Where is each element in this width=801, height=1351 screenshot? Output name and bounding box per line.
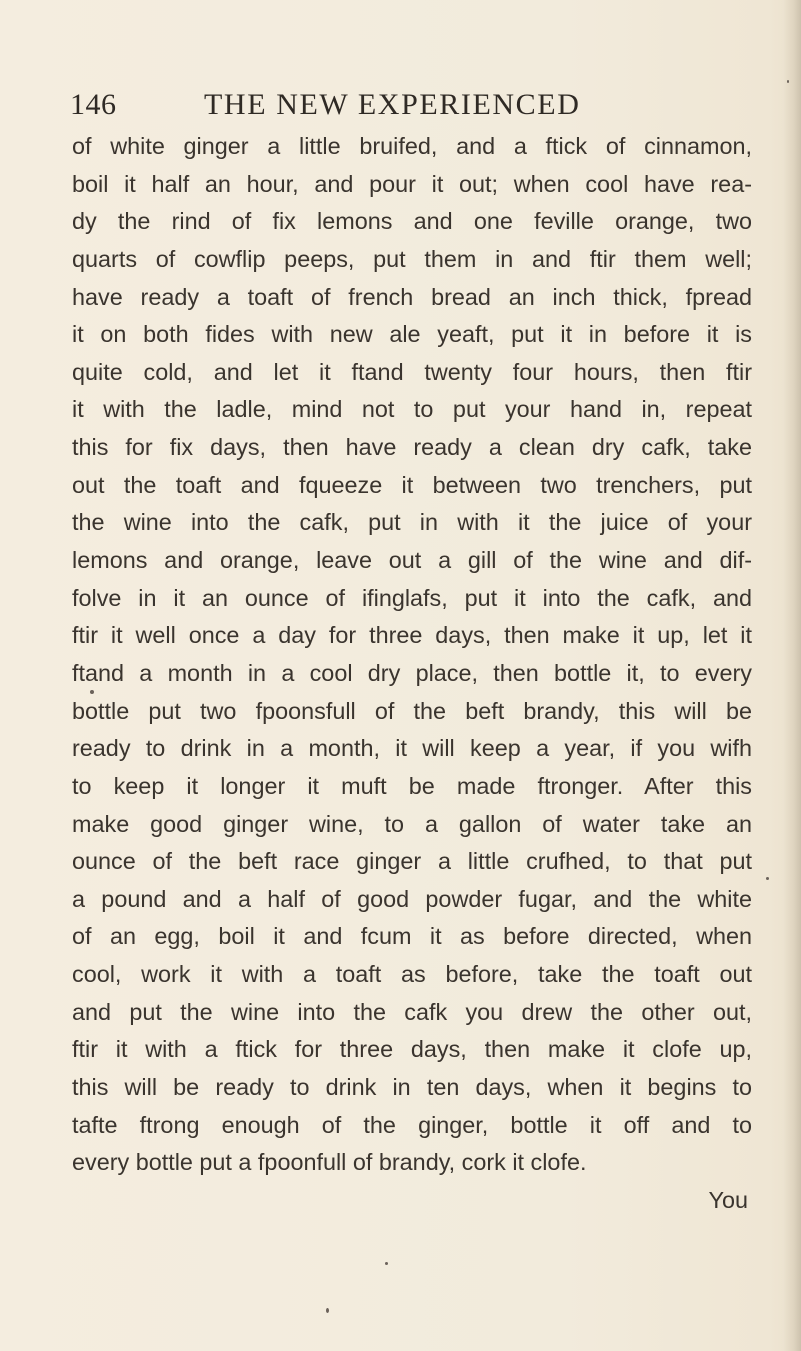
text-line: and put the wine into the cafk you drew the other out, [72, 998, 752, 1025]
text-line: this will be ready to drink in ten days, when it begins to [72, 1074, 752, 1101]
text-line: the wine into the cafk, put in with it the juice of your [72, 509, 752, 536]
page-number: 146 [70, 88, 117, 121]
text-line: lemons and orange, leave out a gill of the wine and dif- [72, 547, 752, 574]
text-line: folve in it an ounce of ifinglafs, put it into the cafk, and [72, 584, 752, 611]
running-title: THE NEW EXPERIENCED [204, 88, 581, 121]
text-line: every bottle put a fpoonfull of brandy, cork it clofe. [72, 1149, 587, 1176]
text-line: to keep it longer it muft be made ftronger. After this [72, 772, 752, 799]
text-line: quarts of cowflip peeps, put them in and ftir them well; [72, 245, 752, 272]
text-line: boil it half an hour, and pour it out; when cool have rea- [72, 170, 752, 197]
text-line: tafte ftrong enough of the ginger, bottle it off and to [72, 1111, 752, 1138]
text-line: cool, work it with a toaft as before, take the toaft out [72, 961, 752, 988]
text-line: ftand a month in a cool dry place, then bottle it, to every [72, 659, 752, 686]
text-line: it with the ladle, mind not to put your hand in, repeat [72, 396, 752, 423]
text-line: a pound and a half of good powder fugar, and the white [72, 885, 752, 912]
ink-speck [90, 690, 94, 694]
ink-speck [766, 877, 769, 880]
text-line: it on both fides with new ale yeaft, put it in before it is [72, 321, 752, 348]
text-line: have ready a toaft of french bread an inch thick, fpread [72, 283, 752, 310]
text-line: ftir it with a ftick for three days, then make it clofe up, [72, 1036, 752, 1063]
catchword: You [708, 1186, 748, 1213]
text-line: ready to drink in a month, it will keep a year, if you wifh [72, 735, 752, 762]
ink-speck [326, 1308, 329, 1313]
text-line: make good ginger wine, to a gallon of water take an [72, 810, 752, 837]
ink-speck [787, 80, 789, 83]
page-edge-shadow [783, 0, 801, 1351]
text-line: of white ginger a little bruifed, and a ftick of cinnamon, [72, 133, 752, 159]
ink-speck [385, 1262, 388, 1265]
text-line: this for fix days, then have ready a clean dry cafk, take [72, 434, 752, 461]
text-line: dy the rind of fix lemons and one feville orange, two [72, 208, 752, 235]
text-line: out the toaft and fqueeze it between two trenchers, put [72, 471, 752, 498]
text-line: bottle put two fpoonsfull of the beft brandy, this will be [72, 697, 752, 724]
text-line: ounce of the beft race ginger a little crufhed, to that put [72, 848, 752, 875]
text-line: of an egg, boil it and fcum it as before directed, when [72, 923, 752, 950]
text-line: quite cold, and let it ftand twenty four hours, then ftir [72, 358, 752, 385]
recipe-text [72, 128, 752, 1220]
text-line: ftir it well once a day for three days, then make it up, let it [72, 622, 752, 649]
